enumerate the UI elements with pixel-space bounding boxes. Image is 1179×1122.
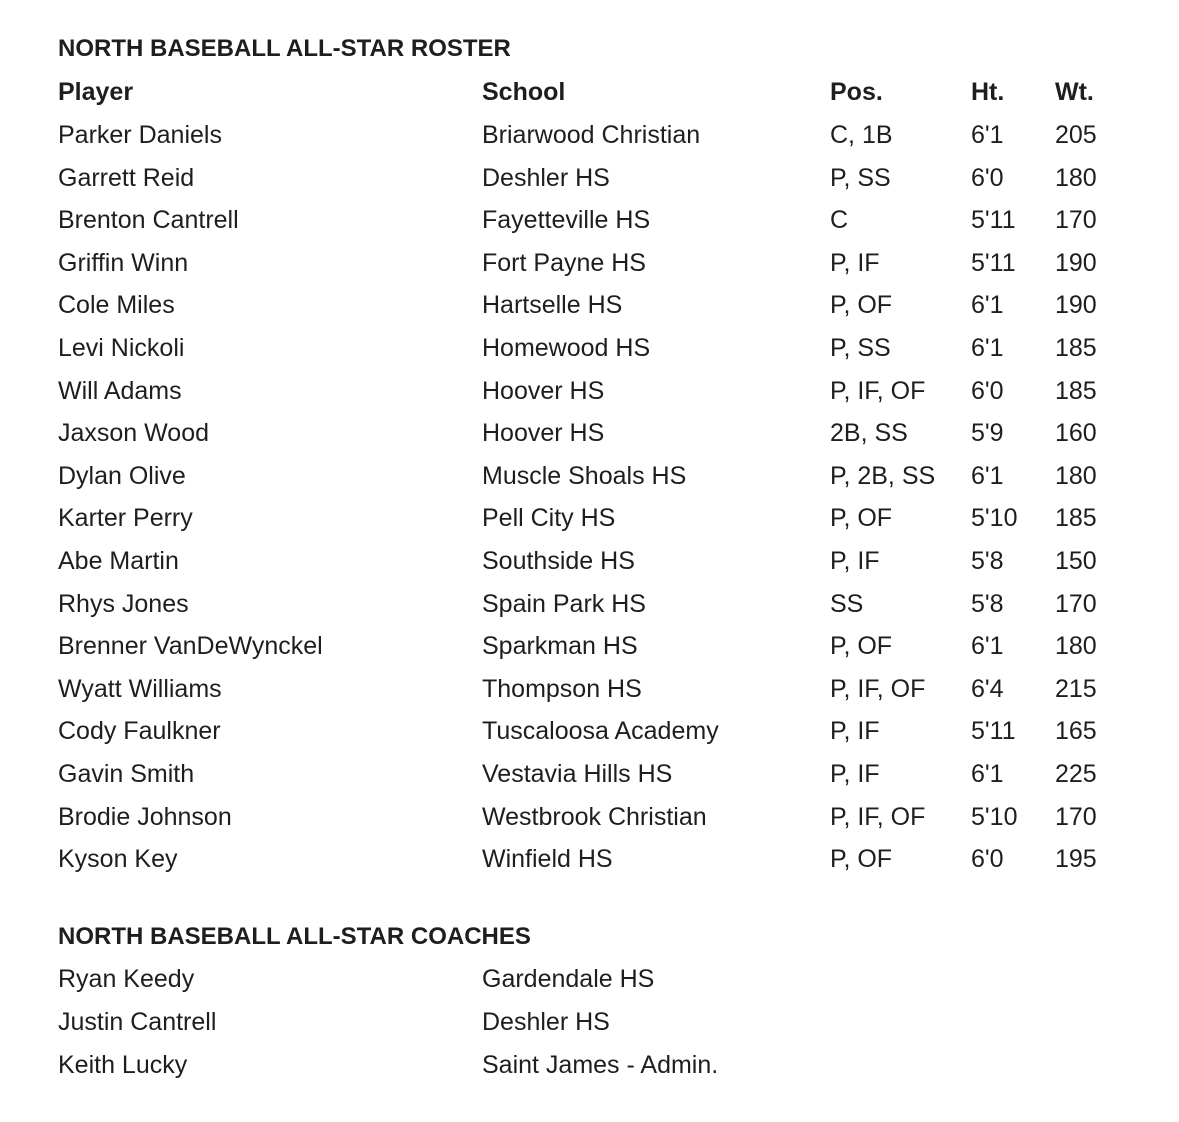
player-height: 6'1 — [971, 760, 1004, 788]
player-name: Parker Daniels — [58, 121, 222, 149]
player-weight: 190 — [1055, 248, 1097, 277]
table-row — [0, 163, 1179, 193]
table-row — [0, 418, 1179, 448]
player-height: 5'8 — [971, 547, 1004, 575]
player-school: Fort Payne HS — [482, 248, 646, 277]
player-school: Briarwood Christian — [482, 121, 701, 149]
player-school: Hoover HS — [482, 376, 605, 405]
table-row — [0, 205, 1179, 235]
coaches-title: NORTH BASEBALL ALL-STAR COACHES — [58, 923, 531, 950]
player-height: 5'10 — [971, 802, 1018, 831]
player-weight: 170 — [1055, 206, 1097, 235]
table-row — [0, 503, 1179, 533]
player-name: Brodie Johnson — [58, 802, 232, 831]
list-item — [0, 1050, 1179, 1080]
player-name: Karter Perry — [58, 504, 193, 533]
player-school: Hartselle HS — [482, 291, 623, 320]
player-name: Abe Martin — [58, 547, 179, 575]
player-school: Hoover HS — [482, 419, 605, 448]
player-name: Dylan Olive — [58, 461, 186, 490]
player-weight: 185 — [1055, 376, 1097, 405]
player-weight: 190 — [1055, 291, 1097, 320]
player-height: 5'11 — [971, 717, 1016, 746]
player-height: 6'1 — [971, 121, 1004, 149]
player-school: Fayetteville HS — [482, 206, 651, 235]
player-school: Westbrook Christian — [482, 802, 707, 831]
player-position: P, IF, OF — [830, 802, 926, 831]
header-weight: Wt. — [1055, 78, 1094, 106]
player-position: 2B, SS — [830, 419, 908, 448]
player-position: P, 2B, SS — [830, 461, 936, 490]
player-weight: 150 — [1055, 547, 1097, 575]
header-player: Player — [58, 78, 134, 106]
player-weight: 205 — [1055, 121, 1097, 149]
player-position: P, SS — [830, 163, 891, 192]
player-height: 6'1 — [971, 632, 1004, 661]
player-school: Vestavia Hills HS — [482, 760, 673, 788]
player-school: Winfield HS — [482, 845, 613, 874]
player-position: C — [830, 206, 849, 235]
player-height: 5'8 — [971, 589, 1004, 618]
player-weight: 185 — [1055, 504, 1097, 533]
player-weight: 195 — [1055, 845, 1097, 874]
player-name: Rhys Jones — [58, 589, 189, 618]
player-weight: 180 — [1055, 163, 1097, 192]
player-height: 6'0 — [971, 163, 1004, 192]
player-position: P, OF — [830, 504, 893, 533]
player-position: P, IF — [830, 760, 880, 788]
player-school: Pell City HS — [482, 504, 616, 533]
table-row — [0, 759, 1179, 789]
table-row — [0, 461, 1179, 491]
table-row — [0, 631, 1179, 661]
player-weight: 160 — [1055, 419, 1097, 448]
player-position: P, OF — [830, 632, 893, 661]
player-school: Homewood HS — [482, 334, 651, 362]
coach-name: Justin Cantrell — [58, 1008, 217, 1036]
player-school: Muscle Shoals HS — [482, 461, 687, 490]
coach-school: Gardendale HS — [482, 965, 655, 993]
table-row — [0, 290, 1179, 320]
player-height: 5'11 — [971, 206, 1016, 235]
player-weight: 180 — [1055, 461, 1097, 490]
player-position: P, IF — [830, 248, 880, 277]
roster-header-row — [0, 77, 1179, 107]
player-name: Garrett Reid — [58, 163, 195, 192]
player-height: 6'1 — [971, 291, 1004, 320]
player-position: P, OF — [830, 845, 893, 874]
header-height: Ht. — [971, 78, 1005, 106]
player-weight: 170 — [1055, 589, 1097, 618]
player-position: P, IF, OF — [830, 376, 926, 405]
coach-school: Deshler HS — [482, 1008, 610, 1036]
player-name: Cody Faulkner — [58, 717, 221, 746]
coach-name: Ryan Keedy — [58, 965, 195, 993]
player-name: Gavin Smith — [58, 760, 195, 788]
player-position: P, IF — [830, 547, 880, 575]
player-weight: 180 — [1055, 632, 1097, 661]
roster-title: NORTH BASEBALL ALL-STAR ROSTER — [58, 35, 511, 62]
player-school: Tuscaloosa Academy — [482, 717, 719, 746]
coach-school: Saint James - Admin. — [482, 1051, 719, 1079]
player-position: P, OF — [830, 291, 893, 320]
player-name: Kyson Key — [58, 845, 178, 874]
player-weight: 225 — [1055, 760, 1097, 788]
table-row — [0, 589, 1179, 619]
player-height: 6'1 — [971, 334, 1004, 362]
coach-name: Keith Lucky — [58, 1051, 188, 1079]
player-weight: 185 — [1055, 334, 1097, 362]
player-name: Levi Nickoli — [58, 334, 185, 362]
player-name: Brenner VanDeWynckel — [58, 632, 323, 661]
player-height: 6'1 — [971, 461, 1004, 490]
player-weight: 215 — [1055, 674, 1097, 703]
player-name: Brenton Cantrell — [58, 206, 239, 235]
table-row — [0, 674, 1179, 704]
table-row — [0, 716, 1179, 746]
player-position: SS — [830, 589, 864, 618]
player-height: 5'11 — [971, 248, 1016, 277]
player-height: 5'9 — [971, 419, 1004, 448]
player-position: C, 1B — [830, 121, 893, 149]
table-row — [0, 120, 1179, 150]
player-school: Deshler HS — [482, 163, 610, 192]
player-school: Spain Park HS — [482, 589, 646, 618]
table-row — [0, 333, 1179, 363]
player-name: Cole Miles — [58, 291, 175, 320]
player-school: Southside HS — [482, 547, 635, 575]
table-row — [0, 844, 1179, 874]
player-height: 6'0 — [971, 845, 1004, 874]
player-name: Will Adams — [58, 376, 182, 405]
player-position: P, IF, OF — [830, 674, 926, 703]
header-school: School — [482, 78, 566, 106]
player-position: P, IF — [830, 717, 880, 746]
player-school: Sparkman HS — [482, 632, 638, 661]
table-row — [0, 376, 1179, 406]
list-item — [0, 964, 1179, 994]
table-row — [0, 248, 1179, 278]
player-height: 6'4 — [971, 674, 1004, 703]
list-item — [0, 1007, 1179, 1037]
player-weight: 165 — [1055, 717, 1097, 746]
player-school: Thompson HS — [482, 674, 642, 703]
header-position: Pos. — [830, 78, 883, 106]
table-row — [0, 802, 1179, 832]
player-weight: 170 — [1055, 802, 1097, 831]
table-row — [0, 546, 1179, 576]
player-name: Wyatt Williams — [58, 674, 222, 703]
player-position: P, SS — [830, 334, 891, 362]
player-name: Griffin Winn — [58, 248, 189, 277]
player-height: 5'10 — [971, 504, 1018, 533]
player-height: 6'0 — [971, 376, 1004, 405]
player-name: Jaxson Wood — [58, 419, 210, 448]
